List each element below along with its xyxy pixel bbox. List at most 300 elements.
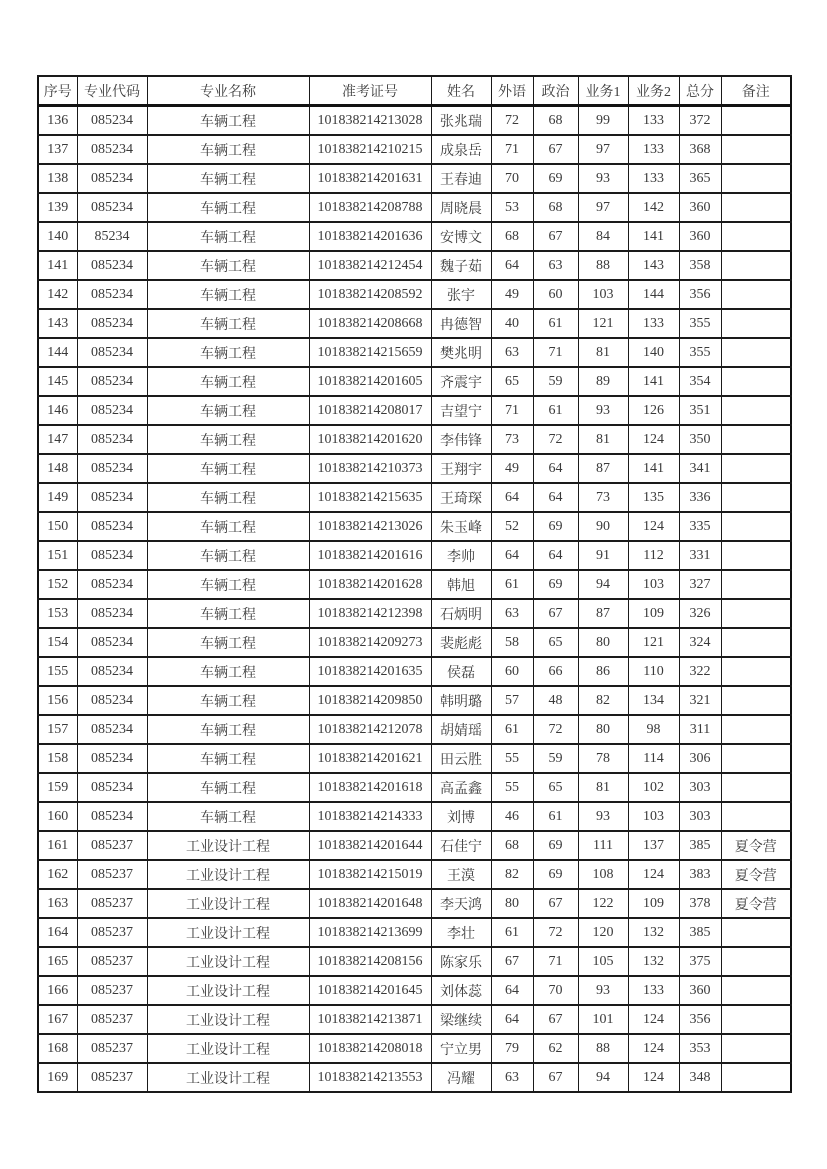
table-row: [38, 193, 791, 222]
cell-politics: 48: [533, 686, 578, 715]
cell-major-name: 车辆工程: [147, 512, 309, 541]
cell-remark: [721, 570, 791, 599]
table-row: [38, 222, 791, 251]
cell-business-1: 101: [578, 1005, 628, 1034]
cell-major-code: 085237: [77, 918, 147, 947]
cell-serial: 163: [38, 889, 77, 918]
cell-foreign-language: 55: [491, 744, 533, 773]
cell-exam-number: 101838214215659: [309, 338, 431, 367]
cell-exam-number: 101838214212454: [309, 251, 431, 280]
cell-serial: 140: [38, 222, 77, 251]
cell-foreign-language: 63: [491, 338, 533, 367]
cell-major-code: 085234: [77, 367, 147, 396]
cell-remark: [721, 744, 791, 773]
table-row: [38, 686, 791, 715]
cell-foreign-language: 60: [491, 657, 533, 686]
cell-exam-number: 101838214208156: [309, 947, 431, 976]
cell-business-2: 142: [628, 193, 679, 222]
cell-politics: 71: [533, 338, 578, 367]
table-row: [38, 541, 791, 570]
cell-politics: 64: [533, 541, 578, 570]
cell-name: 胡婧瑶: [431, 715, 491, 744]
cell-business-2: 109: [628, 889, 679, 918]
cell-serial: 153: [38, 599, 77, 628]
cell-politics: 59: [533, 744, 578, 773]
cell-total-score: 348: [679, 1063, 721, 1092]
cell-politics: 65: [533, 628, 578, 657]
cell-politics: 65: [533, 773, 578, 802]
cell-serial: 168: [38, 1034, 77, 1063]
cell-remark: [721, 280, 791, 309]
cell-politics: 64: [533, 483, 578, 512]
table-body: [38, 106, 791, 1093]
cell-total-score: 336: [679, 483, 721, 512]
cell-major-code: 085234: [77, 512, 147, 541]
cell-major-code: 085234: [77, 193, 147, 222]
cell-total-score: 375: [679, 947, 721, 976]
cell-serial: 139: [38, 193, 77, 222]
cell-serial: 166: [38, 976, 77, 1005]
cell-name: 李帅: [431, 541, 491, 570]
cell-foreign-language: 79: [491, 1034, 533, 1063]
cell-major-name: 车辆工程: [147, 164, 309, 193]
cell-exam-number: 101838214201645: [309, 976, 431, 1005]
table-row: [38, 454, 791, 483]
cell-foreign-language: 55: [491, 773, 533, 802]
cell-major-code: 085237: [77, 1005, 147, 1034]
cell-business-2: 144: [628, 280, 679, 309]
cell-total-score: 353: [679, 1034, 721, 1063]
cell-exam-number: 101838214201631: [309, 164, 431, 193]
cell-name: 张宇: [431, 280, 491, 309]
cell-major-name: 车辆工程: [147, 367, 309, 396]
cell-foreign-language: 72: [491, 106, 533, 136]
cell-total-score: 372: [679, 106, 721, 136]
cell-foreign-language: 46: [491, 802, 533, 831]
cell-exam-number: 101838214201648: [309, 889, 431, 918]
cell-major-name: 车辆工程: [147, 657, 309, 686]
cell-business-1: 97: [578, 193, 628, 222]
cell-business-2: 133: [628, 164, 679, 193]
cell-exam-number: 101838214201616: [309, 541, 431, 570]
cell-major-name: 车辆工程: [147, 541, 309, 570]
cell-politics: 69: [533, 164, 578, 193]
cell-total-score: 355: [679, 338, 721, 367]
cell-business-2: 133: [628, 976, 679, 1005]
cell-major-name: 车辆工程: [147, 135, 309, 164]
cell-business-1: 88: [578, 1034, 628, 1063]
cell-exam-number: 101838214212078: [309, 715, 431, 744]
cell-exam-number: 101838214210373: [309, 454, 431, 483]
cell-serial: 152: [38, 570, 77, 599]
table-row: [38, 976, 791, 1005]
table-row: [38, 889, 791, 918]
cell-serial: 154: [38, 628, 77, 657]
cell-politics: 70: [533, 976, 578, 1005]
cell-serial: 145: [38, 367, 77, 396]
cell-exam-number: 101838214208592: [309, 280, 431, 309]
cell-exam-number: 101838214213026: [309, 512, 431, 541]
cell-major-name: 车辆工程: [147, 599, 309, 628]
cell-major-code: 085234: [77, 773, 147, 802]
cell-major-name: 车辆工程: [147, 570, 309, 599]
cell-name: 吉望宁: [431, 396, 491, 425]
cell-total-score: 322: [679, 657, 721, 686]
cell-foreign-language: 58: [491, 628, 533, 657]
cell-business-1: 87: [578, 454, 628, 483]
cell-politics: 69: [533, 512, 578, 541]
cell-remark: [721, 512, 791, 541]
cell-business-2: 137: [628, 831, 679, 860]
cell-foreign-language: 80: [491, 889, 533, 918]
cell-remark: [721, 947, 791, 976]
cell-politics: 61: [533, 309, 578, 338]
cell-total-score: 331: [679, 541, 721, 570]
cell-remark: [721, 715, 791, 744]
cell-remark: [721, 106, 791, 136]
cell-major-code: 85234: [77, 222, 147, 251]
cell-politics: 67: [533, 1005, 578, 1034]
cell-exam-number: 101838214201644: [309, 831, 431, 860]
cell-business-1: 93: [578, 802, 628, 831]
cell-exam-number: 101838214201618: [309, 773, 431, 802]
cell-politics: 72: [533, 715, 578, 744]
cell-serial: 144: [38, 338, 77, 367]
cell-foreign-language: 71: [491, 396, 533, 425]
cell-remark: [721, 193, 791, 222]
cell-total-score: 355: [679, 309, 721, 338]
cell-major-code: 085237: [77, 1063, 147, 1092]
cell-total-score: 360: [679, 193, 721, 222]
table-header-row: [38, 76, 791, 106]
table-row: [38, 599, 791, 628]
cell-serial: 143: [38, 309, 77, 338]
cell-business-2: 134: [628, 686, 679, 715]
cell-major-code: 085234: [77, 715, 147, 744]
cell-politics: 68: [533, 106, 578, 136]
cell-exam-number: 101838214201620: [309, 425, 431, 454]
cell-serial: 159: [38, 773, 77, 802]
cell-foreign-language: 68: [491, 222, 533, 251]
cell-major-name: 车辆工程: [147, 802, 309, 831]
cell-major-code: 085234: [77, 135, 147, 164]
cell-name: 石炳明: [431, 599, 491, 628]
cell-foreign-language: 57: [491, 686, 533, 715]
cell-business-1: 82: [578, 686, 628, 715]
cell-business-1: 97: [578, 135, 628, 164]
cell-major-code: 085234: [77, 425, 147, 454]
cell-serial: 138: [38, 164, 77, 193]
cell-serial: 155: [38, 657, 77, 686]
cell-business-2: 133: [628, 106, 679, 136]
cell-major-code: 085234: [77, 628, 147, 657]
column-header-business-1: 业务1: [578, 76, 628, 106]
table-row: [38, 338, 791, 367]
cell-business-2: 103: [628, 802, 679, 831]
table-header: [38, 76, 791, 106]
cell-name: 田云胜: [431, 744, 491, 773]
cell-total-score: 350: [679, 425, 721, 454]
cell-remark: [721, 773, 791, 802]
cell-major-code: 085234: [77, 541, 147, 570]
cell-foreign-language: 52: [491, 512, 533, 541]
cell-business-1: 81: [578, 773, 628, 802]
cell-major-code: 085234: [77, 309, 147, 338]
cell-politics: 63: [533, 251, 578, 280]
column-header-major-name: 专业名称: [147, 76, 309, 106]
table-row: [38, 280, 791, 309]
cell-business-1: 90: [578, 512, 628, 541]
column-header-politics: 政治: [533, 76, 578, 106]
cell-exam-number: 101838214209273: [309, 628, 431, 657]
cell-major-code: 085237: [77, 947, 147, 976]
cell-exam-number: 101838214212398: [309, 599, 431, 628]
cell-name: 齐震宇: [431, 367, 491, 396]
cell-remark: 夏令营: [721, 889, 791, 918]
cell-major-code: 085237: [77, 831, 147, 860]
cell-business-1: 87: [578, 599, 628, 628]
table-row: [38, 744, 791, 773]
cell-total-score: 383: [679, 860, 721, 889]
cell-business-2: 121: [628, 628, 679, 657]
cell-name: 安博文: [431, 222, 491, 251]
cell-politics: 72: [533, 918, 578, 947]
cell-foreign-language: 63: [491, 1063, 533, 1092]
cell-business-1: 99: [578, 106, 628, 136]
cell-major-name: 车辆工程: [147, 222, 309, 251]
cell-remark: [721, 1034, 791, 1063]
cell-business-1: 108: [578, 860, 628, 889]
cell-major-code: 085234: [77, 483, 147, 512]
cell-foreign-language: 64: [491, 976, 533, 1005]
table-row: [38, 657, 791, 686]
cell-name: 梁继续: [431, 1005, 491, 1034]
cell-serial: 149: [38, 483, 77, 512]
cell-politics: 61: [533, 396, 578, 425]
cell-politics: 64: [533, 454, 578, 483]
cell-major-name: 车辆工程: [147, 193, 309, 222]
table-row: [38, 164, 791, 193]
cell-exam-number: 101838214215019: [309, 860, 431, 889]
cell-politics: 66: [533, 657, 578, 686]
cell-name: 韩旭: [431, 570, 491, 599]
cell-foreign-language: 63: [491, 599, 533, 628]
cell-name: 裴彪彪: [431, 628, 491, 657]
cell-major-code: 085234: [77, 657, 147, 686]
cell-name: 王琦琛: [431, 483, 491, 512]
cell-exam-number: 101838214208018: [309, 1034, 431, 1063]
cell-serial: 156: [38, 686, 77, 715]
cell-major-name: 车辆工程: [147, 483, 309, 512]
cell-exam-number: 101838214213553: [309, 1063, 431, 1092]
cell-exam-number: 101838214201621: [309, 744, 431, 773]
table-row: [38, 251, 791, 280]
cell-exam-number: 101838214208668: [309, 309, 431, 338]
cell-business-1: 105: [578, 947, 628, 976]
cell-total-score: 303: [679, 802, 721, 831]
cell-business-1: 81: [578, 338, 628, 367]
cell-total-score: 326: [679, 599, 721, 628]
cell-total-score: 385: [679, 918, 721, 947]
cell-business-2: 110: [628, 657, 679, 686]
cell-major-name: 车辆工程: [147, 251, 309, 280]
cell-business-2: 126: [628, 396, 679, 425]
cell-major-code: 085234: [77, 744, 147, 773]
cell-remark: [721, 541, 791, 570]
cell-remark: [721, 367, 791, 396]
cell-name: 韩明璐: [431, 686, 491, 715]
cell-major-name: 工业设计工程: [147, 918, 309, 947]
cell-remark: [721, 222, 791, 251]
cell-remark: 夏令营: [721, 860, 791, 889]
cell-major-code: 085237: [77, 889, 147, 918]
cell-business-2: 135: [628, 483, 679, 512]
cell-name: 刘体蕊: [431, 976, 491, 1005]
cell-name: 王翔宇: [431, 454, 491, 483]
cell-business-2: 109: [628, 599, 679, 628]
table-row: [38, 309, 791, 338]
column-header-business-2: 业务2: [628, 76, 679, 106]
cell-serial: 146: [38, 396, 77, 425]
cell-business-1: 94: [578, 570, 628, 599]
cell-major-code: 085234: [77, 280, 147, 309]
cell-remark: [721, 628, 791, 657]
cell-major-code: 085234: [77, 570, 147, 599]
cell-total-score: 341: [679, 454, 721, 483]
cell-business-1: 84: [578, 222, 628, 251]
table-row: [38, 628, 791, 657]
cell-politics: 68: [533, 193, 578, 222]
cell-exam-number: 101838214201636: [309, 222, 431, 251]
cell-major-name: 车辆工程: [147, 715, 309, 744]
cell-exam-number: 101838214208017: [309, 396, 431, 425]
cell-exam-number: 101838214209850: [309, 686, 431, 715]
table-row: [38, 860, 791, 889]
table-row: [38, 512, 791, 541]
cell-business-2: 124: [628, 1063, 679, 1092]
cell-business-2: 124: [628, 860, 679, 889]
cell-business-2: 114: [628, 744, 679, 773]
cell-business-2: 132: [628, 918, 679, 947]
cell-name: 王漠: [431, 860, 491, 889]
cell-total-score: 311: [679, 715, 721, 744]
cell-business-1: 94: [578, 1063, 628, 1092]
cell-total-score: 306: [679, 744, 721, 773]
column-header-remark: 备注: [721, 76, 791, 106]
cell-total-score: 365: [679, 164, 721, 193]
cell-exam-number: 101838214213028: [309, 106, 431, 136]
cell-name: 石佳宁: [431, 831, 491, 860]
cell-foreign-language: 71: [491, 135, 533, 164]
cell-major-name: 工业设计工程: [147, 976, 309, 1005]
cell-exam-number: 101838214201635: [309, 657, 431, 686]
cell-name: 成泉岳: [431, 135, 491, 164]
cell-remark: [721, 309, 791, 338]
cell-remark: [721, 1063, 791, 1092]
cell-serial: 141: [38, 251, 77, 280]
cell-major-name: 车辆工程: [147, 309, 309, 338]
cell-politics: 61: [533, 802, 578, 831]
cell-major-code: 085237: [77, 976, 147, 1005]
table-row: [38, 396, 791, 425]
cell-total-score: 356: [679, 280, 721, 309]
cell-business-1: 80: [578, 628, 628, 657]
table-row: [38, 947, 791, 976]
cell-exam-number: 101838214213699: [309, 918, 431, 947]
cell-business-2: 132: [628, 947, 679, 976]
column-header-serial: 序号: [38, 76, 77, 106]
cell-business-1: 120: [578, 918, 628, 947]
cell-major-name: 车辆工程: [147, 773, 309, 802]
cell-remark: [721, 802, 791, 831]
cell-foreign-language: 64: [491, 483, 533, 512]
cell-remark: [721, 164, 791, 193]
cell-business-1: 88: [578, 251, 628, 280]
column-header-name: 姓名: [431, 76, 491, 106]
cell-foreign-language: 68: [491, 831, 533, 860]
cell-business-2: 133: [628, 135, 679, 164]
cell-business-1: 86: [578, 657, 628, 686]
cell-business-2: 112: [628, 541, 679, 570]
column-header-major-code: 专业代码: [77, 76, 147, 106]
cell-total-score: 356: [679, 1005, 721, 1034]
cell-major-code: 085234: [77, 454, 147, 483]
table-row: [38, 918, 791, 947]
cell-major-name: 工业设计工程: [147, 947, 309, 976]
cell-foreign-language: 73: [491, 425, 533, 454]
table-row: [38, 135, 791, 164]
cell-remark: [721, 425, 791, 454]
cell-foreign-language: 64: [491, 1005, 533, 1034]
cell-remark: [721, 338, 791, 367]
cell-major-code: 085237: [77, 1034, 147, 1063]
cell-business-2: 98: [628, 715, 679, 744]
cell-foreign-language: 64: [491, 541, 533, 570]
cell-politics: 67: [533, 599, 578, 628]
cell-remark: [721, 976, 791, 1005]
table-row: [38, 1063, 791, 1092]
cell-total-score: 360: [679, 976, 721, 1005]
column-header-total-score: 总分: [679, 76, 721, 106]
cell-name: 宁立男: [431, 1034, 491, 1063]
cell-politics: 59: [533, 367, 578, 396]
cell-business-1: 73: [578, 483, 628, 512]
cell-serial: 162: [38, 860, 77, 889]
cell-exam-number: 101838214213871: [309, 1005, 431, 1034]
cell-serial: 151: [38, 541, 77, 570]
table-row: [38, 802, 791, 831]
cell-serial: 169: [38, 1063, 77, 1092]
cell-foreign-language: 65: [491, 367, 533, 396]
cell-total-score: 335: [679, 512, 721, 541]
cell-serial: 167: [38, 1005, 77, 1034]
cell-major-name: 车辆工程: [147, 454, 309, 483]
cell-serial: 160: [38, 802, 77, 831]
column-header-exam-number: 准考证号: [309, 76, 431, 106]
cell-business-1: 93: [578, 976, 628, 1005]
cell-major-name: 车辆工程: [147, 280, 309, 309]
cell-serial: 136: [38, 106, 77, 136]
cell-total-score: 327: [679, 570, 721, 599]
cell-total-score: 368: [679, 135, 721, 164]
cell-foreign-language: 61: [491, 715, 533, 744]
table-row: [38, 773, 791, 802]
cell-business-1: 111: [578, 831, 628, 860]
cell-business-2: 124: [628, 1034, 679, 1063]
cell-name: 高孟鑫: [431, 773, 491, 802]
cell-politics: 67: [533, 889, 578, 918]
cell-business-2: 143: [628, 251, 679, 280]
